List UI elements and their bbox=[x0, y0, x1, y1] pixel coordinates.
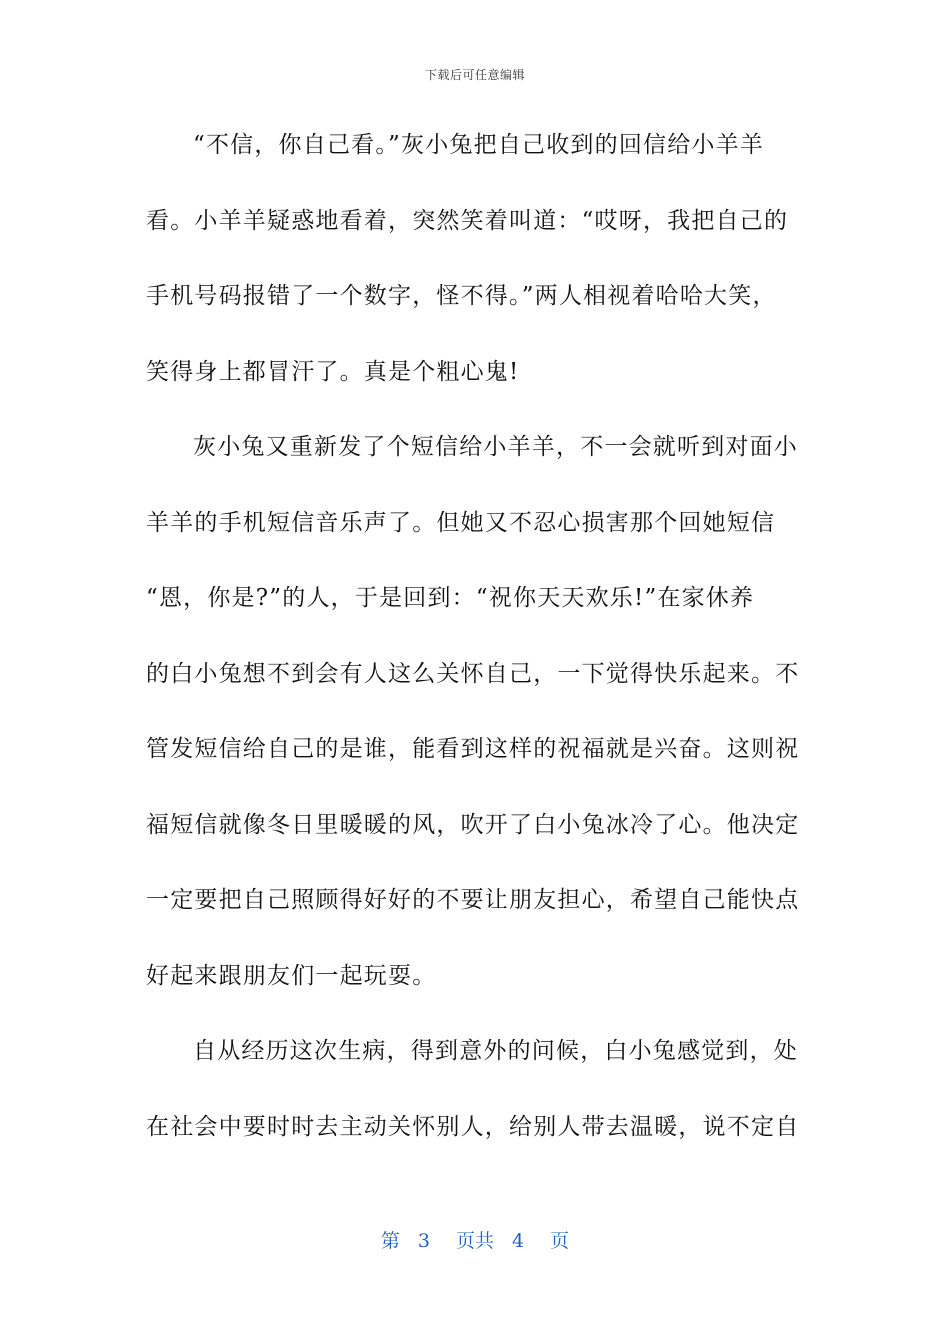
paragraph-line: 一定要把自己照顾得好好的不要让朋友担心，希望自己能快点 bbox=[146, 887, 800, 913]
paragraph-line: 自从经历这次生病，得到意外的问候，白小兔感觉到，处 bbox=[193, 1038, 798, 1064]
document-body bbox=[146, 120, 800, 1177]
paragraph-line: 在社会中要时时去主动关怀别人，给别人带去温暖，说不定自 bbox=[146, 1113, 800, 1140]
paragraph-line: 管发短信给自己的是谁，能看到这样的祝福就是兴奋。这则祝 bbox=[146, 736, 800, 762]
paragraph-line: 羊羊的手机短信音乐声了。但她又不忍心损害那个回她短信 bbox=[146, 509, 776, 536]
footer-prefix: 第 bbox=[380, 1230, 400, 1252]
paragraph-line: 看。小羊羊疑惑地看着，突然笑着叫道：“哎呀，我把自己的 bbox=[146, 207, 789, 234]
footer-current-page: 3 bbox=[417, 1230, 430, 1252]
footer-total-pages: 4 bbox=[512, 1230, 525, 1252]
paragraph-line: 灰小兔又重新发了个短信给小羊羊，不一会就听到对面小 bbox=[193, 434, 798, 460]
paragraph-line: 手机号码报错了一个数字，怪不得。”两人相视着哈哈大笑， bbox=[146, 283, 777, 309]
paragraph-line: 好起来跟朋友们一起玩耍。 bbox=[146, 962, 437, 989]
footer-suffix: 页 bbox=[550, 1230, 570, 1252]
paragraph-line: “不信，你自己看。”灰小兔把自己收到的回信给小羊羊 bbox=[193, 132, 765, 158]
header-note: 下载后可任意编辑 bbox=[424, 68, 525, 82]
paragraph-line: 笑得身上都冒汗了。真是个粗心鬼! bbox=[146, 358, 520, 385]
page-footer bbox=[0, 1226, 950, 1253]
footer-middle: 页共 bbox=[455, 1230, 494, 1252]
paragraph-line: 的白小兔想不到会有人这么关怀自己，一下觉得快乐起来。不 bbox=[146, 660, 800, 687]
paragraph-line: “恩，你是?”的人，于是回到：“祝你天天欢乐!”在家休养 bbox=[146, 585, 755, 611]
paragraph-line: 福短信就像冬日里暖暖的风，吹开了白小兔冰冷了心。他决定 bbox=[146, 811, 800, 838]
